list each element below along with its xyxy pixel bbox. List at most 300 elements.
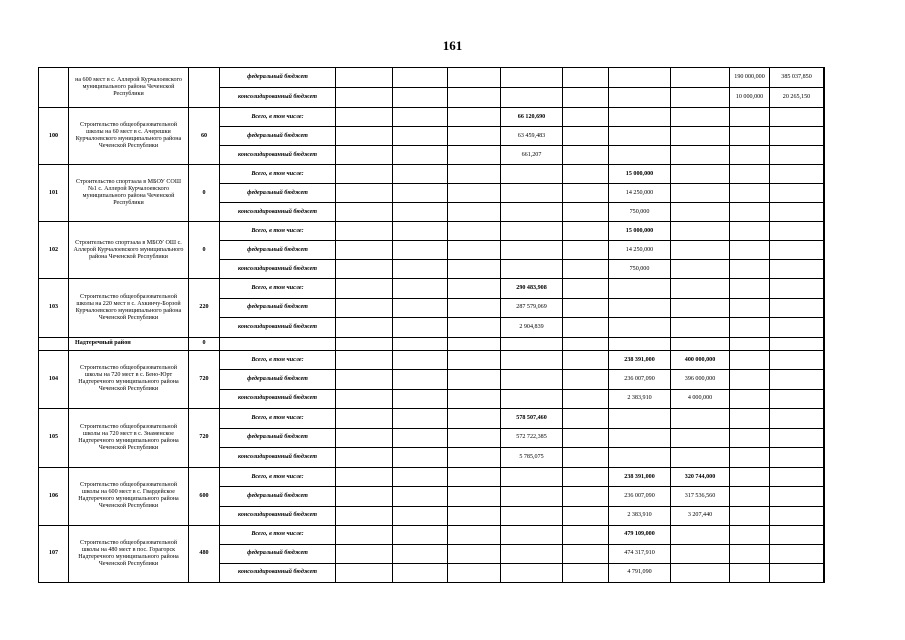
funding-source-cell: федеральный бюджет xyxy=(220,184,336,203)
value-cell xyxy=(730,428,770,448)
value-cell xyxy=(393,222,448,241)
value-cell xyxy=(671,222,730,241)
value-cell: 3 207,440 xyxy=(671,506,730,525)
value-cell xyxy=(770,506,824,525)
value-cell xyxy=(393,350,448,369)
value-cell xyxy=(336,389,393,408)
value-cell: 2 904,839 xyxy=(501,318,563,338)
table-row xyxy=(39,279,825,299)
value-cell xyxy=(563,165,609,184)
value-cell xyxy=(501,370,563,389)
value-cell xyxy=(730,370,770,389)
value-cell: 290 483,908 xyxy=(501,279,563,299)
value-cell: 236 007,090 xyxy=(609,370,671,389)
value-cell xyxy=(448,146,501,165)
funding-source-cell: консолидированный бюджет xyxy=(220,203,336,222)
row-number-cell: 103 xyxy=(39,279,69,338)
value-cell xyxy=(563,467,609,486)
value-cell xyxy=(824,370,825,389)
funding-source-cell: федеральный бюджет xyxy=(220,370,336,389)
value-cell: 2 383,910 xyxy=(609,506,671,525)
value-cell xyxy=(824,298,825,318)
value-cell xyxy=(448,241,501,260)
value-cell xyxy=(336,260,393,279)
value-cell xyxy=(730,222,770,241)
value-cell xyxy=(563,337,609,350)
value-cell xyxy=(393,203,448,222)
value-cell: 238 391,000 xyxy=(609,350,671,369)
value-cell xyxy=(448,318,501,338)
value-cell xyxy=(336,298,393,318)
value-cell xyxy=(671,165,730,184)
value-cell xyxy=(336,241,393,260)
value-cell xyxy=(448,563,501,582)
value-cell xyxy=(393,146,448,165)
value-cell xyxy=(730,350,770,369)
value-cell: 63 459,483 xyxy=(501,127,563,146)
value-cell xyxy=(824,563,825,582)
funding-source-cell: Всего, в том числе: xyxy=(220,108,336,127)
value-cell: 474 317,910 xyxy=(609,544,671,563)
row-number-cell: 101 xyxy=(39,165,69,222)
value-cell xyxy=(824,467,825,486)
value-cell xyxy=(393,127,448,146)
value-cell xyxy=(393,467,448,486)
value-cell xyxy=(824,506,825,525)
funding-source-cell: Всего, в том числе: xyxy=(220,350,336,369)
row-number-cell: 102 xyxy=(39,222,69,279)
page-number: 161 xyxy=(442,38,463,53)
value-cell xyxy=(824,487,825,506)
value-cell xyxy=(563,222,609,241)
value-cell xyxy=(824,127,825,146)
value-cell xyxy=(448,506,501,525)
value-cell xyxy=(824,260,825,279)
table-row xyxy=(39,525,825,544)
capacity-cell xyxy=(189,68,220,108)
value-cell xyxy=(448,544,501,563)
section-capacity-cell: 0 xyxy=(189,337,220,350)
value-cell xyxy=(671,448,730,468)
value-cell: 14 250,000 xyxy=(609,241,671,260)
value-cell xyxy=(448,108,501,127)
value-cell xyxy=(501,389,563,408)
value-cell xyxy=(336,350,393,369)
value-cell xyxy=(563,350,609,369)
value-cell xyxy=(336,487,393,506)
funding-source-cell: Всего, в том числе: xyxy=(220,525,336,544)
value-cell: 479 109,000 xyxy=(609,525,671,544)
capacity-cell: 0 xyxy=(189,165,220,222)
value-cell xyxy=(824,184,825,203)
value-cell xyxy=(563,389,609,408)
funding-source-cell: федеральный бюджет xyxy=(220,127,336,146)
value-cell xyxy=(563,88,609,108)
value-cell xyxy=(609,68,671,88)
value-cell xyxy=(336,108,393,127)
value-cell xyxy=(336,222,393,241)
value-cell xyxy=(393,544,448,563)
value-cell xyxy=(824,203,825,222)
table-row xyxy=(39,68,825,88)
value-cell xyxy=(770,544,824,563)
value-cell xyxy=(448,68,501,88)
value-cell xyxy=(770,350,824,369)
value-cell: 661,207 xyxy=(501,146,563,165)
value-cell xyxy=(609,88,671,108)
value-cell xyxy=(448,184,501,203)
value-cell xyxy=(448,370,501,389)
funding-source-cell: консолидированный бюджет xyxy=(220,389,336,408)
value-cell xyxy=(671,337,730,350)
value-cell xyxy=(393,506,448,525)
value-cell xyxy=(448,525,501,544)
value-cell xyxy=(336,370,393,389)
value-cell: 10 000,000 xyxy=(730,88,770,108)
value-cell: 14 250,000 xyxy=(609,184,671,203)
value-cell xyxy=(770,318,824,338)
value-cell xyxy=(393,108,448,127)
value-cell xyxy=(336,525,393,544)
value-cell xyxy=(448,222,501,241)
section-row xyxy=(39,337,825,350)
value-cell xyxy=(730,108,770,127)
value-cell xyxy=(393,370,448,389)
funding-source-cell: федеральный бюджет xyxy=(220,544,336,563)
value-cell xyxy=(336,428,393,448)
value-cell xyxy=(563,146,609,165)
value-cell xyxy=(671,318,730,338)
value-cell xyxy=(671,241,730,260)
value-cell xyxy=(609,108,671,127)
value-cell xyxy=(730,241,770,260)
value-cell xyxy=(220,337,336,350)
section-number-cell xyxy=(39,337,69,350)
value-cell xyxy=(824,279,825,299)
value-cell xyxy=(501,467,563,486)
value-cell xyxy=(501,222,563,241)
value-cell xyxy=(563,298,609,318)
value-cell xyxy=(609,448,671,468)
value-cell: 20 265,150 xyxy=(770,88,824,108)
value-cell xyxy=(448,127,501,146)
value-cell xyxy=(448,467,501,486)
value-cell xyxy=(730,337,770,350)
value-cell xyxy=(336,88,393,108)
value-cell xyxy=(671,544,730,563)
row-number-cell: 104 xyxy=(39,350,69,408)
funding-source-cell: консолидированный бюджет xyxy=(220,260,336,279)
capacity-cell: 480 xyxy=(189,525,220,582)
value-cell xyxy=(336,408,393,428)
value-cell xyxy=(393,68,448,88)
value-cell xyxy=(393,389,448,408)
value-cell xyxy=(671,408,730,428)
value-cell xyxy=(730,127,770,146)
value-cell xyxy=(770,184,824,203)
value-cell xyxy=(730,279,770,299)
value-cell xyxy=(609,337,671,350)
value-cell xyxy=(824,544,825,563)
value-cell xyxy=(824,165,825,184)
value-cell xyxy=(770,487,824,506)
value-cell xyxy=(609,298,671,318)
capacity-cell: 720 xyxy=(189,350,220,408)
value-cell: 5 785,075 xyxy=(501,448,563,468)
value-cell xyxy=(563,68,609,88)
value-cell xyxy=(563,428,609,448)
funding-source-cell: консолидированный бюджет xyxy=(220,506,336,525)
value-cell xyxy=(501,487,563,506)
value-cell xyxy=(336,337,393,350)
value-cell xyxy=(671,68,730,88)
value-cell xyxy=(730,318,770,338)
value-cell xyxy=(393,525,448,544)
value-cell xyxy=(770,108,824,127)
object-name-cell: Строительство общеобразовательной школы на 480 мест в пос. Горагорск Надтеречного муниципального района Чеченской Республики xyxy=(69,525,189,582)
value-cell xyxy=(730,389,770,408)
value-cell: 15 000,000 xyxy=(609,165,671,184)
value-cell xyxy=(730,487,770,506)
value-cell xyxy=(824,525,825,544)
funding-source-cell: Всего, в том числе: xyxy=(220,222,336,241)
value-cell xyxy=(671,298,730,318)
value-cell xyxy=(770,428,824,448)
value-cell xyxy=(393,165,448,184)
value-cell xyxy=(730,203,770,222)
value-cell xyxy=(336,127,393,146)
value-cell xyxy=(448,408,501,428)
value-cell xyxy=(501,88,563,108)
funding-source-cell: федеральный бюджет xyxy=(220,487,336,506)
value-cell xyxy=(730,563,770,582)
value-cell xyxy=(824,428,825,448)
value-cell xyxy=(393,408,448,428)
value-cell xyxy=(824,350,825,369)
value-cell: 287 579,069 xyxy=(501,298,563,318)
value-cell xyxy=(393,448,448,468)
value-cell xyxy=(563,260,609,279)
value-cell: 238 391,000 xyxy=(609,467,671,486)
value-cell xyxy=(336,448,393,468)
value-cell xyxy=(501,184,563,203)
value-cell xyxy=(730,165,770,184)
table-row xyxy=(39,165,825,184)
value-cell xyxy=(393,298,448,318)
value-cell xyxy=(824,222,825,241)
value-cell xyxy=(336,506,393,525)
value-cell xyxy=(563,318,609,338)
object-name-cell: Строительство общеобразовательной школы на 600 мест в с. Гвардейское Надтеречного муниципального района Чеченской Республики xyxy=(69,467,189,525)
funding-source-cell: консолидированный бюджет xyxy=(220,448,336,468)
value-cell xyxy=(609,428,671,448)
capacity-cell: 60 xyxy=(189,108,220,165)
funding-source-cell: Всего, в том числе: xyxy=(220,165,336,184)
value-cell xyxy=(501,241,563,260)
value-cell xyxy=(448,337,501,350)
value-cell xyxy=(824,241,825,260)
value-cell xyxy=(671,184,730,203)
value-cell xyxy=(563,127,609,146)
value-cell xyxy=(609,408,671,428)
value-cell xyxy=(448,448,501,468)
value-cell xyxy=(770,563,824,582)
value-cell xyxy=(770,127,824,146)
value-cell xyxy=(730,448,770,468)
value-cell xyxy=(393,184,448,203)
value-cell xyxy=(824,108,825,127)
value-cell: 385 037,850 xyxy=(770,68,824,88)
budget-table xyxy=(38,67,825,583)
value-cell xyxy=(671,525,730,544)
value-cell xyxy=(770,467,824,486)
value-cell xyxy=(393,318,448,338)
value-cell xyxy=(393,241,448,260)
value-cell xyxy=(770,165,824,184)
value-cell xyxy=(336,279,393,299)
value-cell xyxy=(563,506,609,525)
value-cell xyxy=(563,203,609,222)
value-cell xyxy=(501,68,563,88)
value-cell xyxy=(501,203,563,222)
value-cell xyxy=(671,203,730,222)
table-row xyxy=(39,108,825,127)
value-cell xyxy=(448,428,501,448)
row-number-cell: 105 xyxy=(39,408,69,467)
value-cell xyxy=(824,88,825,108)
funding-source-cell: консолидированный бюджет xyxy=(220,563,336,582)
funding-source-cell: федеральный бюджет xyxy=(220,241,336,260)
capacity-cell: 600 xyxy=(189,467,220,525)
value-cell xyxy=(770,337,824,350)
value-cell xyxy=(563,563,609,582)
value-cell xyxy=(770,448,824,468)
value-cell xyxy=(770,241,824,260)
value-cell xyxy=(393,260,448,279)
row-number-cell: 107 xyxy=(39,525,69,582)
value-cell xyxy=(770,203,824,222)
value-cell xyxy=(824,408,825,428)
capacity-cell: 0 xyxy=(189,222,220,279)
value-cell xyxy=(563,184,609,203)
value-cell xyxy=(393,563,448,582)
value-cell xyxy=(393,88,448,108)
funding-source-cell: федеральный бюджет xyxy=(220,428,336,448)
funding-source-cell: Всего, в том числе: xyxy=(220,279,336,299)
value-cell: 15 000,000 xyxy=(609,222,671,241)
capacity-cell: 220 xyxy=(189,279,220,338)
value-cell xyxy=(393,428,448,448)
value-cell xyxy=(770,525,824,544)
value-cell xyxy=(671,127,730,146)
value-cell xyxy=(730,260,770,279)
value-cell xyxy=(609,279,671,299)
value-cell xyxy=(448,389,501,408)
value-cell xyxy=(448,298,501,318)
value-cell xyxy=(336,318,393,338)
value-cell xyxy=(448,260,501,279)
value-cell xyxy=(563,525,609,544)
value-cell: 578 507,460 xyxy=(501,408,563,428)
funding-source-cell: Всего, в том числе: xyxy=(220,467,336,486)
row-number-cell: 106 xyxy=(39,467,69,525)
value-cell: 317 536,560 xyxy=(671,487,730,506)
object-name-cell: Строительство спортзала в МБОУ СОШ №1 с. Аллерой Курчалоевского муниципального района Чеченской Республики xyxy=(69,165,189,222)
row-number-cell: 100 xyxy=(39,108,69,165)
value-cell xyxy=(671,279,730,299)
value-cell xyxy=(563,108,609,127)
value-cell xyxy=(563,370,609,389)
table-row xyxy=(39,222,825,241)
value-cell xyxy=(501,337,563,350)
value-cell xyxy=(730,544,770,563)
value-cell xyxy=(393,279,448,299)
value-cell: 2 383,910 xyxy=(609,389,671,408)
value-cell: 400 000,000 xyxy=(671,350,730,369)
value-cell: 66 120,690 xyxy=(501,108,563,127)
value-cell xyxy=(393,487,448,506)
value-cell xyxy=(730,408,770,428)
table-row xyxy=(39,408,825,428)
value-cell xyxy=(563,408,609,428)
capacity-cell: 720 xyxy=(189,408,220,467)
value-cell: 236 007,090 xyxy=(609,487,671,506)
value-cell xyxy=(448,165,501,184)
value-cell xyxy=(730,146,770,165)
value-cell xyxy=(770,146,824,165)
value-cell xyxy=(563,241,609,260)
funding-source-cell: консолидированный бюджет xyxy=(220,146,336,165)
value-cell xyxy=(671,88,730,108)
value-cell xyxy=(501,544,563,563)
value-cell xyxy=(770,370,824,389)
value-cell xyxy=(671,260,730,279)
value-cell xyxy=(824,146,825,165)
value-cell xyxy=(770,222,824,241)
value-cell xyxy=(770,298,824,318)
object-name-cell: Строительство общеобразовательной школы на 60 мест в с. Ачерешки Курчалоевского муниципального района Чеченской Республики xyxy=(69,108,189,165)
value-cell: 750,000 xyxy=(609,260,671,279)
value-cell xyxy=(671,108,730,127)
value-cell: 4 000,000 xyxy=(671,389,730,408)
value-cell xyxy=(448,279,501,299)
funding-source-cell: федеральный бюджет xyxy=(220,68,336,88)
value-cell xyxy=(563,487,609,506)
value-cell xyxy=(501,563,563,582)
value-cell xyxy=(730,298,770,318)
object-name-cell: Строительство спортзала в МБОУ ОШ с. Аллерой Курчалоевского муниципального района Чеченской Республики xyxy=(69,222,189,279)
value-cell xyxy=(501,165,563,184)
value-cell xyxy=(501,525,563,544)
value-cell: 750,000 xyxy=(609,203,671,222)
value-cell xyxy=(770,408,824,428)
value-cell xyxy=(730,506,770,525)
value-cell xyxy=(824,318,825,338)
value-cell xyxy=(336,68,393,88)
value-cell xyxy=(448,350,501,369)
value-cell: 572 722,385 xyxy=(501,428,563,448)
value-cell xyxy=(501,506,563,525)
value-cell xyxy=(448,203,501,222)
value-cell xyxy=(336,563,393,582)
value-cell xyxy=(730,184,770,203)
funding-source-cell: федеральный бюджет xyxy=(220,298,336,318)
section-name-cell: Надтеречный район xyxy=(69,337,189,350)
funding-source-cell: консолидированный бюджет xyxy=(220,318,336,338)
value-cell xyxy=(730,467,770,486)
funding-source-cell: консолидированный бюджет xyxy=(220,88,336,108)
value-cell xyxy=(563,279,609,299)
